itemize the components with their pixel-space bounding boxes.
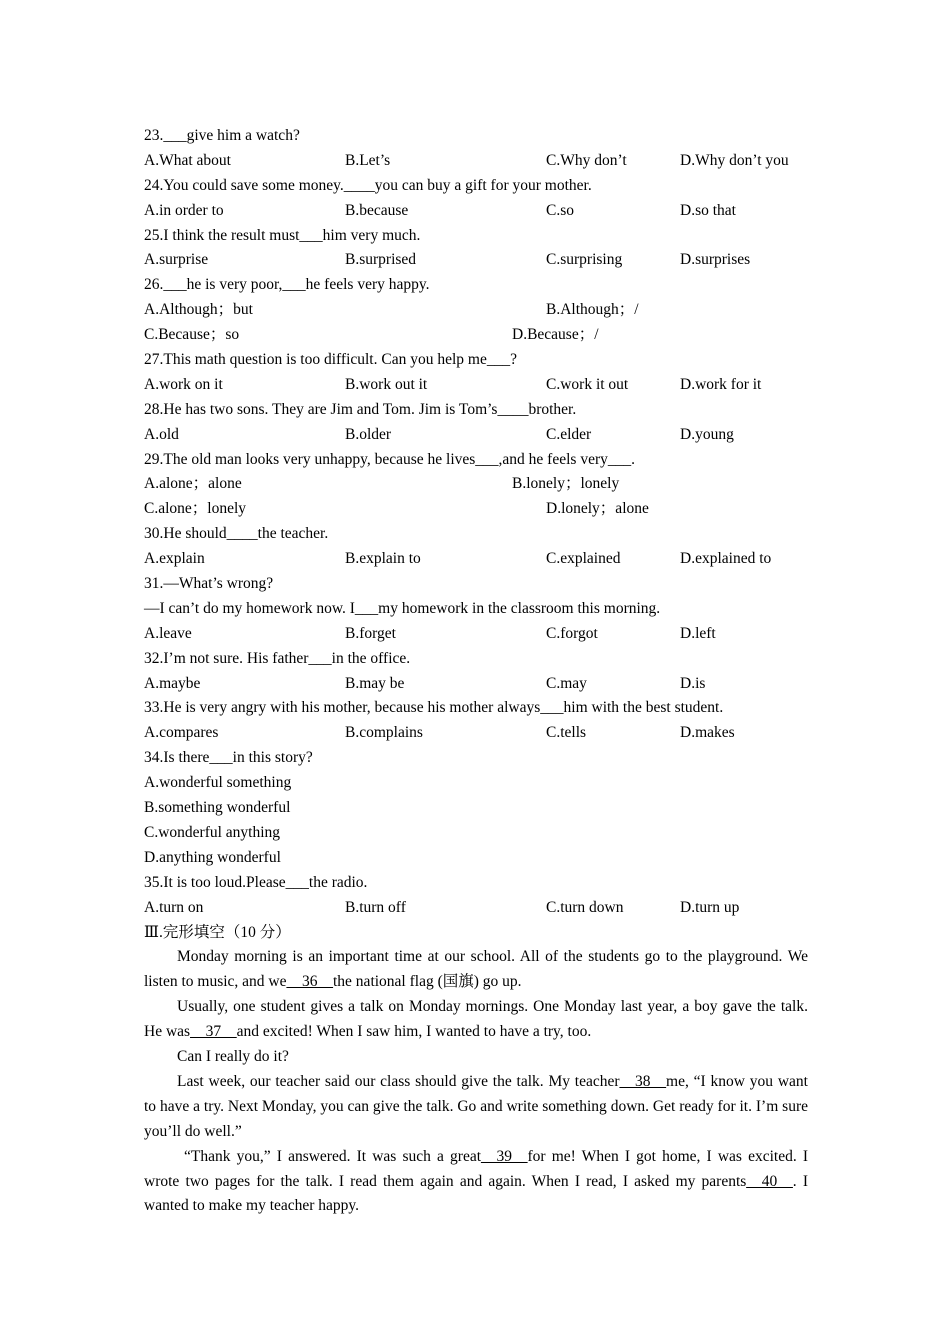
blank-38: __38__ (619, 1072, 667, 1090)
passage-paragraph (144, 1045, 808, 1070)
blank-40: __40__ (746, 1172, 793, 1190)
option-c: C.turn down (546, 898, 624, 916)
option-a: A.wonderful something (144, 774, 292, 792)
option-d: D.explained to (680, 550, 772, 568)
option-b: B.forget (345, 624, 396, 642)
question-stem: 35.It is too loud.Please___the radio. (144, 873, 368, 891)
question-stem: 27.This math question is too difficult. Can you help me___? (144, 351, 517, 369)
option-a: A.compares (144, 724, 219, 742)
question-options (144, 622, 808, 647)
option-b: B.surprised (345, 251, 417, 269)
question-stem: 34.Is there___in this story? (144, 749, 313, 767)
question-stem: 28.He has two sons. They are Jim and Tom. Jim is Tom’s____brother. (144, 400, 577, 418)
option-b: B.complains (345, 724, 423, 742)
passage-text: “Thank you,” I answered. It was such a great (184, 1147, 482, 1165)
option-a: A.What about (144, 151, 231, 169)
option-c: C.so (546, 201, 574, 219)
passage-text: for me! When I got home, I was excited. I wrote two pages for the talk. I read them again and again. When I read, I asked my parents (144, 1147, 809, 1190)
option-c: C.explained (546, 550, 621, 568)
exam-page (144, 124, 808, 1219)
option-b: B.turn off (345, 898, 406, 916)
option-d: D.anything wonderful (144, 848, 281, 866)
question-stem-continued: —I can’t do my homework now. I___my homework in the classroom this morning. (144, 599, 661, 617)
option-d: D.turn up (680, 898, 740, 916)
question-options (144, 423, 808, 448)
question-options (144, 248, 808, 273)
option-c: C.wonderful anything (144, 823, 281, 841)
option-d: D.young (680, 425, 734, 443)
option-d: D.Because；/ (512, 326, 599, 344)
option-a: A.in order to (144, 201, 224, 219)
passage-paragraph (144, 1145, 808, 1220)
option-b: B.because (345, 201, 409, 219)
section-heading: Ⅲ.完形填空（10 分） (144, 923, 291, 941)
option-d: D.makes (680, 724, 735, 742)
passage-text: . I wanted to make my teacher happy. (144, 1172, 808, 1215)
option-b: B.work out it (345, 375, 428, 393)
option-a: A.surprise (144, 251, 209, 269)
question-options (144, 497, 808, 522)
option-c: C.alone；lonely (144, 500, 247, 518)
option-b: B.Let’s (345, 151, 391, 169)
option-c: C.work it out (546, 375, 629, 393)
passage-paragraph (144, 995, 808, 1045)
question-options (144, 199, 808, 224)
option-a: A.maybe (144, 674, 201, 692)
question-options (144, 323, 808, 348)
question-stem: 32.I’m not sure. His father___in the office. (144, 649, 411, 667)
blank-37: __37__ (190, 1023, 237, 1041)
option-d: D.so that (680, 201, 736, 219)
passage-text: Can I really do it? (177, 1048, 289, 1066)
option-c: C.Because；so (144, 326, 240, 344)
option-d: D.Why don’t you (680, 151, 789, 169)
question-options (144, 721, 808, 746)
question-stem: 33.He is very angry with his mother, because his mother always___him with the best student. (144, 699, 724, 717)
option-b: B.may be (345, 674, 405, 692)
question-stem: 23.___give him a watch? (144, 127, 300, 144)
passage-text: Last week, our teacher said our class should give the talk. My teacher (177, 1072, 620, 1090)
passage-text: the national flag (国旗) go up. (333, 973, 522, 991)
question-stem: 31.—What’s wrong? (144, 575, 274, 593)
question-options (144, 149, 808, 174)
question-stem: 25.I think the result must___him very much. (144, 226, 421, 244)
option-a: A.explain (144, 550, 205, 568)
option-c: C.elder (546, 425, 592, 443)
option-b: B.older (345, 425, 392, 443)
question-options (144, 472, 808, 497)
blank-39: __39__ (481, 1147, 528, 1165)
option-b: B.lonely；lonely (512, 475, 620, 493)
option-b: B.Although；/ (546, 301, 639, 319)
option-b: B.explain to (345, 550, 421, 568)
option-d: D.left (680, 624, 716, 642)
option-d: D.lonely；alone (546, 500, 649, 518)
option-c: C.forgot (546, 624, 598, 642)
question-options (144, 298, 808, 323)
question-stem: 29.The old man looks very unhappy, because he lives___,and he feels very___. (144, 450, 635, 468)
option-c: C.Why don’t (546, 151, 627, 169)
question-options (144, 896, 808, 921)
question-options (144, 373, 808, 398)
option-c: C.surprising (546, 251, 623, 269)
passage-text: Usually, one student gives a talk on Monday mornings. One Monday last year, a boy gave the talk. He was (144, 998, 808, 1041)
passage-paragraph (144, 1070, 808, 1145)
option-a: A.old (144, 425, 179, 443)
passage-text: and excited! When I saw him, I wanted to have a try, too. (236, 1023, 592, 1041)
option-a: A.Although；but (144, 301, 253, 319)
option-a: A.alone；alone (144, 475, 242, 493)
blank-36: __36__ (286, 973, 333, 991)
passage-paragraph (144, 945, 808, 995)
option-d: D.surprises (680, 251, 751, 269)
question-stem: 24.You could save some money.____you can buy a gift for your mother. (144, 176, 592, 194)
option-a: A.work on it (144, 375, 223, 393)
passage-text: Monday morning is an important time at our school. All of the students go to the playground. We listen to music, and we (144, 948, 808, 991)
option-c: C.may (546, 674, 587, 692)
option-a: A.turn on (144, 898, 204, 916)
option-d: D.work for it (680, 375, 762, 393)
question-options (144, 547, 808, 572)
question-options (144, 672, 808, 697)
option-d: D.is (680, 674, 706, 692)
passage-text: me, “I know you want to have a try. Next Monday, you can give the talk. Go and write something down. Get ready for it. I’m sure you’ll do well.” (144, 1072, 808, 1140)
option-c: C.tells (546, 724, 587, 742)
option-a: A.leave (144, 624, 192, 642)
option-b: B.something wonderful (144, 799, 291, 817)
question-stem: 30.He should____the teacher. (144, 525, 329, 543)
question-stem: 26.___he is very poor,___he feels very happy. (144, 276, 430, 294)
